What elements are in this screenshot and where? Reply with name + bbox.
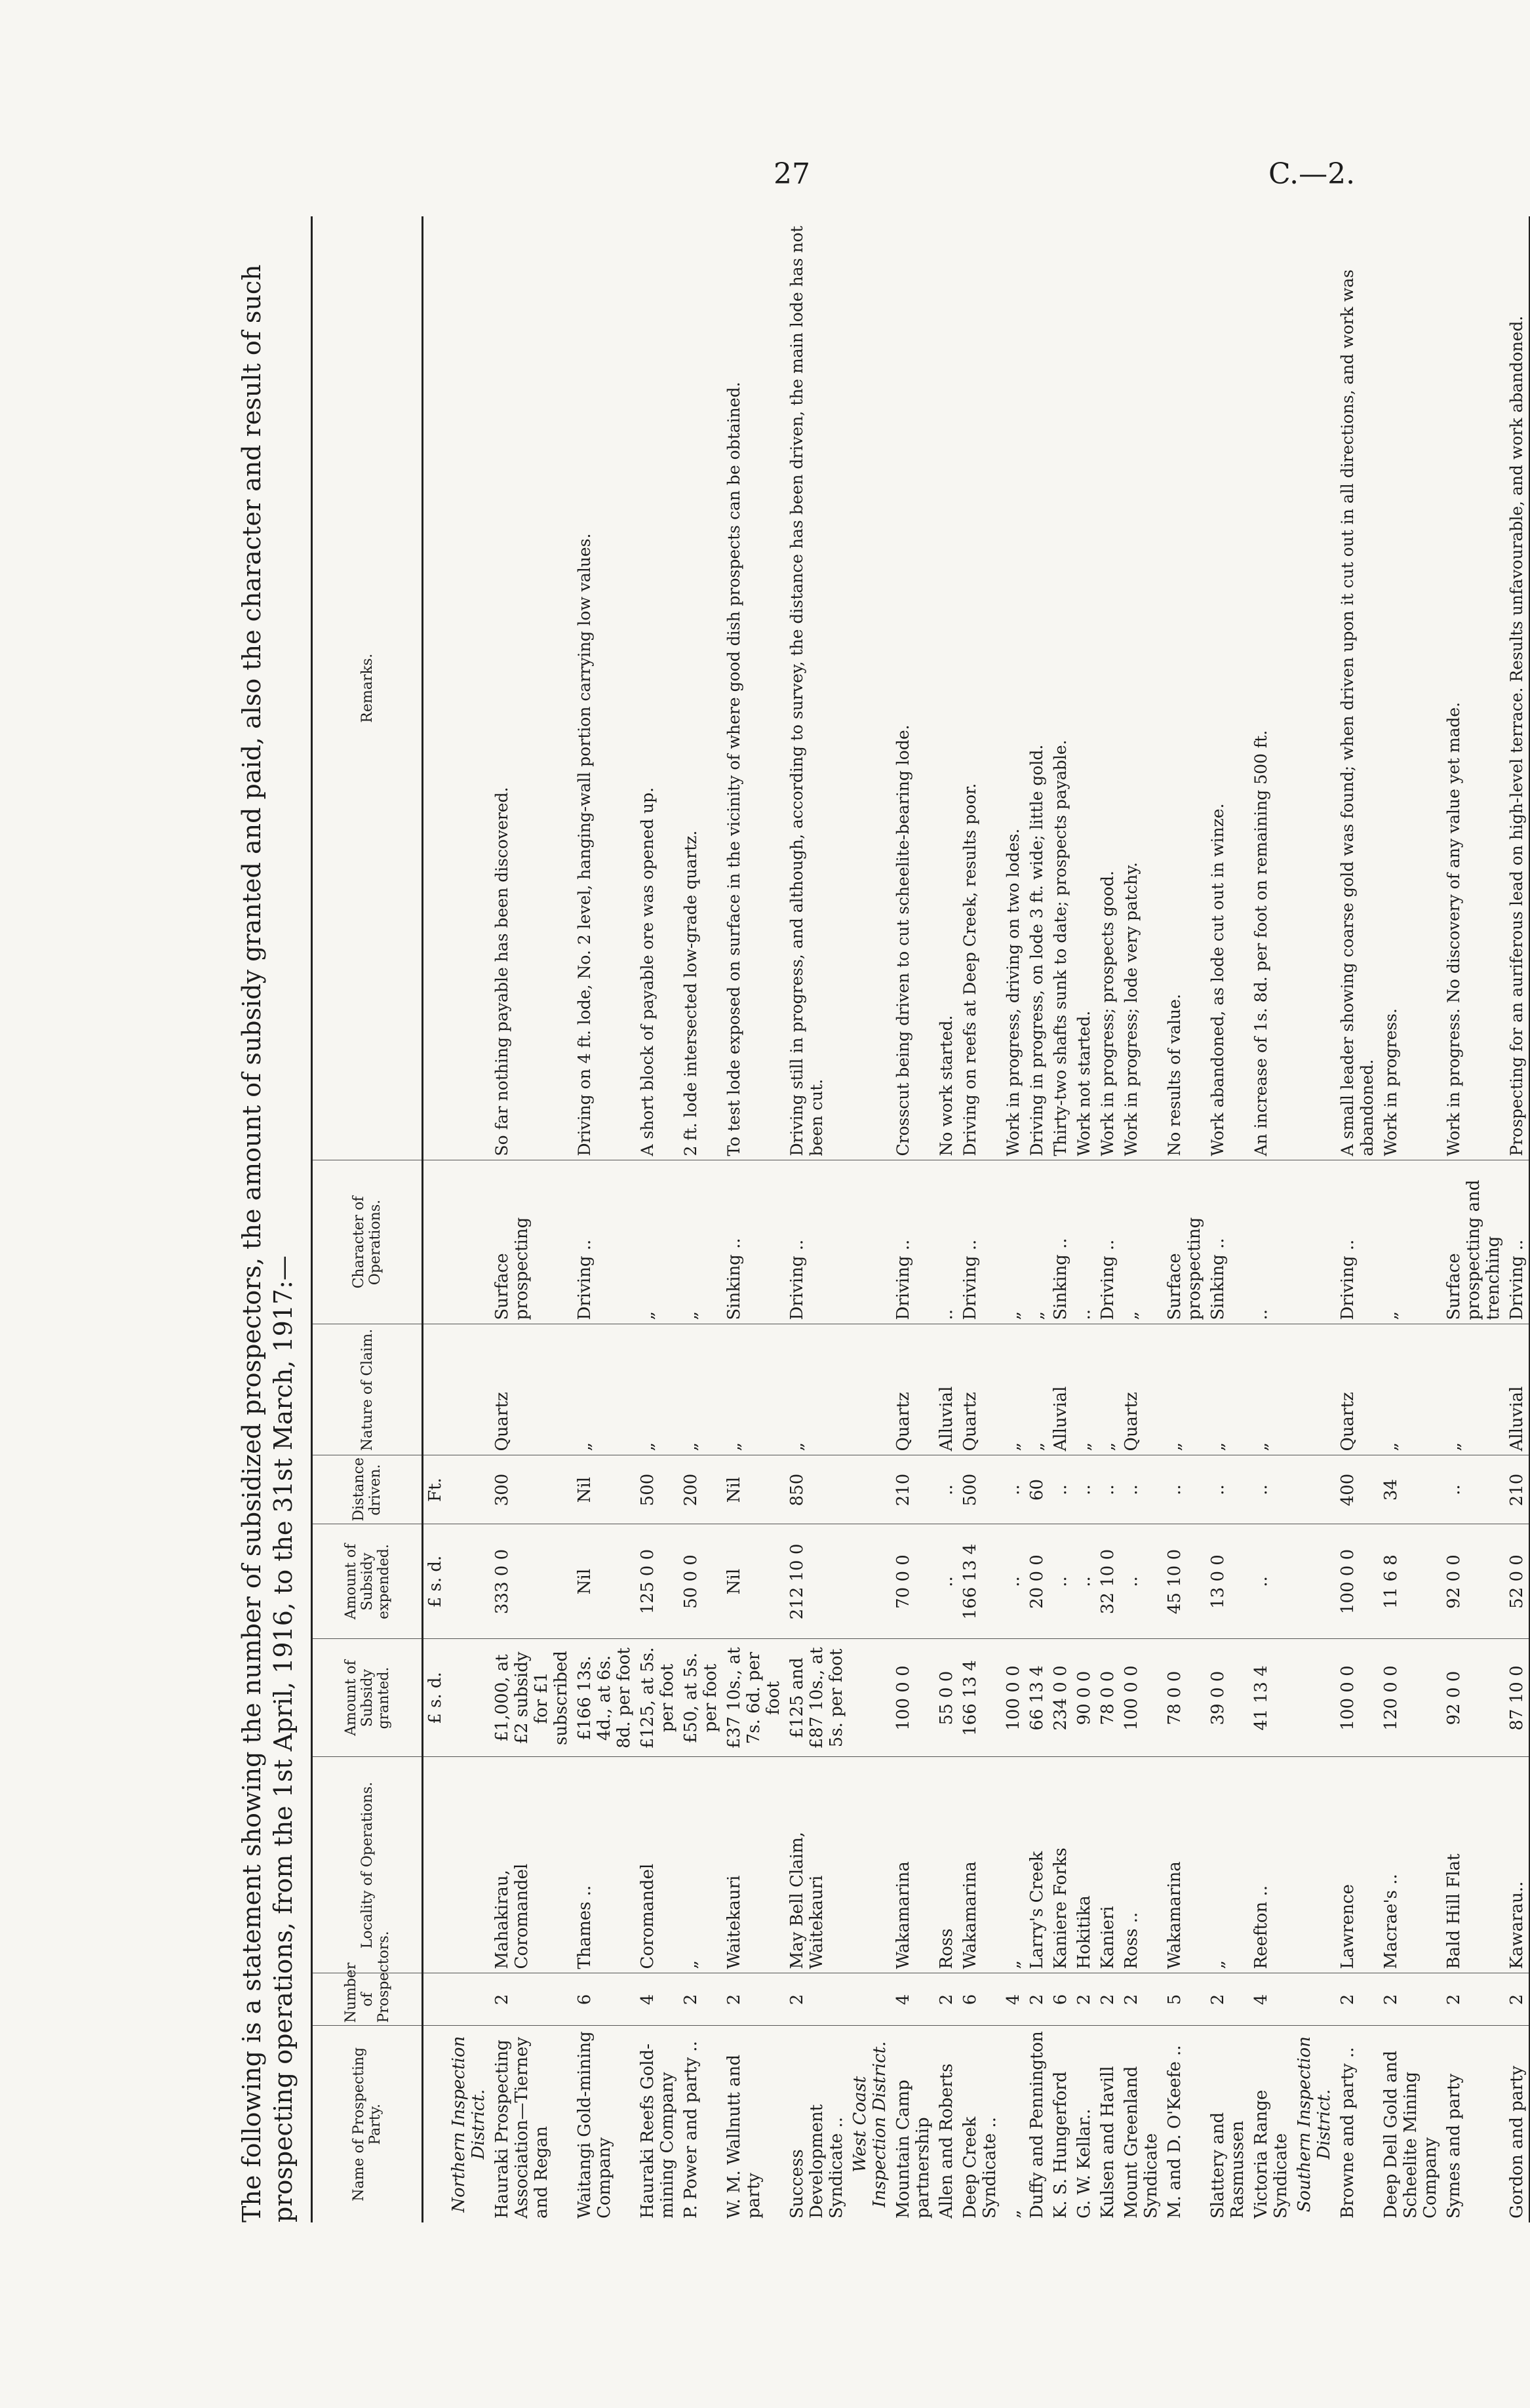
cell-locality: May Bell Claim, Waitekauri <box>785 1757 848 1973</box>
cell-expended: 166 13 4 <box>958 1524 1002 1639</box>
cell-num: 2 <box>1336 1973 1379 2026</box>
cell-locality: „ <box>1002 1757 1025 1973</box>
cell-claim: Alluvial <box>935 1324 958 1455</box>
cell-party: Hauraki Prospecting Association—Tierney and Regan <box>492 2037 551 2219</box>
cell-expended: 13 0 0 <box>1206 1524 1249 1639</box>
table-row <box>1249 216 1293 2222</box>
district-heading: Southern Inspection District. <box>1295 2036 1334 2213</box>
cell-distance: .. <box>935 1455 958 1524</box>
cell-granted: 166 13 4 <box>958 1639 1002 1757</box>
table-row <box>573 216 636 2222</box>
cell-locality: Hokitika <box>1072 1757 1096 1973</box>
cell-granted: 90 0 0 <box>1072 1639 1096 1757</box>
cell-num: 4 <box>636 1973 679 2026</box>
district-heading: West Coast Inspection District. <box>850 2041 890 2207</box>
cell-expended: .. <box>1249 1524 1293 1639</box>
cell-claim: Quartz <box>1120 1324 1163 1455</box>
cell-num: 2 <box>679 1973 722 2026</box>
cell-remarks: An increase of 1s. 8d. per foot on remaining 500 ft. <box>1249 216 1293 1160</box>
table-row <box>1120 216 1163 2222</box>
cell-claim: „ <box>636 1324 679 1455</box>
cell-remarks: Driving still in progress, and although, according to survey, the distance has been driven, the main lode has not been cut. <box>785 216 848 1160</box>
table-row <box>1072 216 1096 2222</box>
cell-character: „ <box>1379 1160 1442 1324</box>
cell-character: Surface prospecting <box>490 1160 573 1324</box>
cell-num: 2 <box>1206 1973 1249 2026</box>
cell-locality: Ross .. <box>1120 1757 1163 1973</box>
cell-num: 6 <box>573 1973 636 2026</box>
cell-claim: „ <box>1206 1324 1249 1455</box>
cell-locality: Thames .. <box>573 1757 636 1973</box>
cell-num: 4 <box>892 1973 935 2026</box>
cell-granted: 100 0 0 <box>1336 1639 1379 1757</box>
cell-locality: Bald Hill Flat <box>1442 1757 1505 1973</box>
cell-locality: Lawrence <box>1336 1757 1379 1973</box>
cell-expended: 125 0 0 <box>636 1524 679 1639</box>
cell-expended: 333 0 0 <box>490 1524 573 1639</box>
cell-character: Driving .. <box>1336 1160 1379 1324</box>
cell-remarks: Work in progress, driving on two lodes. <box>1002 216 1025 1160</box>
table-row <box>1336 216 1379 2222</box>
header-row <box>312 216 423 2222</box>
cell-granted: 41 13 4 <box>1249 1639 1293 1757</box>
cell-granted: £166 13s. 4d., at 6s. 8d. per foot <box>573 1639 636 1757</box>
cell-granted: 100 0 0 <box>1120 1639 1163 1757</box>
cell-party: Hauraki Reefs Gold-mining Company <box>638 2043 677 2219</box>
cell-granted: 66 13 4 <box>1025 1639 1049 1757</box>
cell-character: Surface prospecting and trenching <box>1442 1160 1505 1324</box>
district-row <box>447 216 490 2222</box>
cell-distance: Nil <box>573 1455 636 1524</box>
cell-num: 2 <box>1505 1973 1529 2026</box>
table-row <box>958 216 1002 2222</box>
cell-party: Deep Creek Syndicate .. <box>960 2116 1000 2219</box>
table-body <box>423 216 1530 2222</box>
table-row <box>1379 216 1442 2222</box>
cell-locality: Ross <box>935 1757 958 1973</box>
cell-party: „ <box>1004 2209 1023 2219</box>
cell-distance: .. <box>1163 1455 1206 1524</box>
units-distance: Ft. <box>423 1455 448 1524</box>
cell-distance: .. <box>1120 1455 1163 1524</box>
cell-character: Driving .. <box>573 1160 636 1324</box>
cell-granted: 78 0 0 <box>1096 1639 1120 1757</box>
cell-party: Gordon and party <box>1505 2026 1529 2222</box>
cell-distance: 210 <box>1505 1455 1529 1524</box>
cell-expended: 92 0 0 <box>1442 1524 1505 1639</box>
cell-num: 2 <box>1379 1973 1442 2026</box>
cell-granted: 55 0 0 <box>935 1639 958 1757</box>
cell-remarks: Driving in progress, on lode 3 ft. wide; little gold. <box>1025 216 1049 1160</box>
cell-expended: 70 0 0 <box>892 1524 935 1639</box>
cell-party: Victoria Range Syndicate <box>1251 2089 1291 2219</box>
cell-claim: „ <box>1096 1324 1120 1455</box>
cell-distance: 60 <box>1025 1455 1049 1524</box>
cell-num: 2 <box>1120 1973 1163 2026</box>
cell-party: Browne and party .. <box>1338 2047 1358 2219</box>
cell-party: Success Development Syndicate .. <box>787 2104 846 2219</box>
cell-expended: 20 0 0 <box>1025 1524 1049 1639</box>
cell-granted: 78 0 0 <box>1163 1639 1206 1757</box>
table-row <box>1163 216 1206 2222</box>
cell-remarks: 2 ft. lode intersected low-grade quartz. <box>679 216 722 1160</box>
cell-party: W. M. Wallnutt and party <box>724 2055 764 2219</box>
cell-remarks: Work in progress. No discovery of any value yet made. <box>1442 216 1505 1160</box>
cell-remarks: Driving on 4 ft. lode, No. 2 level, hanging-wall portion carrying low values. <box>573 216 636 1160</box>
cell-num: 2 <box>935 1973 958 2026</box>
cell-remarks: Work in progress. <box>1379 216 1442 1160</box>
table-row <box>490 216 573 2222</box>
subsidy-table <box>311 216 1530 2222</box>
cell-granted: 100 0 0 <box>1002 1639 1025 1757</box>
cell-party: Waitangi Gold-mining Company <box>575 2031 614 2219</box>
cell-distance: 500 <box>958 1455 1002 1524</box>
cell-claim: „ <box>1249 1324 1293 1455</box>
cell-locality: Larry's Creek <box>1025 1757 1049 1973</box>
cell-expended: .. <box>1072 1524 1096 1639</box>
cell-expended: Nil <box>722 1524 785 1639</box>
cell-distance: .. <box>1002 1455 1025 1524</box>
header-claim: Nature of Claim. <box>312 1324 423 1455</box>
cell-distance: .. <box>1096 1455 1120 1524</box>
district-row <box>1293 216 1336 2222</box>
cell-expended: .. <box>1049 1524 1072 1639</box>
cell-remarks: Driving on reefs at Deep Creek, results poor. <box>958 216 1002 1160</box>
cell-granted: 92 0 0 <box>1442 1639 1505 1757</box>
district-row <box>848 216 892 2222</box>
cell-locality: Kaniere Forks <box>1049 1757 1072 1973</box>
units-granted: £ s. d. <box>423 1639 448 1757</box>
cell-num: 2 <box>1072 1973 1096 2026</box>
cell-claim: „ <box>1379 1324 1442 1455</box>
cell-remarks: To test lode exposed on surface in the vicinity of where good dish prospects can be obtained. <box>722 216 785 1160</box>
table-row <box>636 216 679 2222</box>
header-remarks: Remarks. <box>312 216 423 1160</box>
cell-granted: 100 0 0 <box>892 1639 935 1757</box>
cell-remarks: Crosscut being driven to cut scheelite-bearing lode. <box>892 216 935 1160</box>
cell-party: K. S. Hungerford <box>1051 2071 1070 2219</box>
cell-character: Driving .. <box>1505 1160 1529 1324</box>
cell-locality: Kawarau.. <box>1505 1757 1529 1973</box>
cell-character: Sinking .. <box>1206 1160 1249 1324</box>
cell-distance: 210 <box>892 1455 935 1524</box>
cell-distance: .. <box>1206 1455 1249 1524</box>
cell-claim: „ <box>722 1324 785 1455</box>
cell-granted: £50, at 5s. per foot <box>679 1639 722 1757</box>
cell-remarks: Work abandoned, as lode cut out in winze. <box>1206 216 1249 1160</box>
cell-remarks: Work in progress; prospects good. <box>1096 216 1120 1160</box>
cell-character: Surface prospecting <box>1163 1160 1206 1324</box>
cell-locality: „ <box>679 1757 722 1973</box>
table-row <box>1206 216 1249 2222</box>
table-row <box>1442 216 1505 2222</box>
cell-locality: Mahakirau, Coromandel <box>490 1757 573 1973</box>
cell-distance: 300 <box>490 1455 573 1524</box>
cell-expended: 32 10 0 <box>1096 1524 1120 1639</box>
cell-remarks: A short block of payable ore was opened up. <box>636 216 679 1160</box>
cell-expended: 45 10 0 <box>1163 1524 1206 1639</box>
cell-num: 2 <box>722 1973 785 2026</box>
cell-distance: 34 <box>1379 1455 1442 1524</box>
cell-claim: Quartz <box>490 1324 573 1455</box>
cell-granted: 39 0 0 <box>1206 1639 1249 1757</box>
cell-character: Driving .. <box>785 1160 848 1324</box>
cell-num: 4 <box>1002 1973 1025 2026</box>
units-expended: £ s. d. <box>423 1524 448 1639</box>
cell-character: „ <box>679 1160 722 1324</box>
cell-expended: 52 0 0 <box>1505 1524 1529 1639</box>
cell-granted: 87 10 0 <box>1505 1639 1529 1757</box>
cell-num: 6 <box>958 1973 1002 2026</box>
cell-locality: Wakamarina <box>1163 1757 1206 1973</box>
page-number: 27 <box>774 157 810 191</box>
cell-distance: 850 <box>785 1455 848 1524</box>
cell-num: 2 <box>490 1973 573 2026</box>
cell-expended: Nil <box>573 1524 636 1639</box>
cell-character: .. <box>1249 1160 1293 1324</box>
table-row <box>1049 216 1072 2222</box>
cell-num: 6 <box>1049 1973 1072 2026</box>
cell-remarks: A small leader showing coarse gold was found; when driven upon it cut out in all directions, and work was abandoned. <box>1336 216 1379 1160</box>
rotated-statement <box>236 216 1527 2222</box>
cell-num: 2 <box>1096 1973 1120 2026</box>
cell-claim: Alluvial <box>1049 1324 1072 1455</box>
cell-party: Symes and party <box>1444 2073 1464 2219</box>
cell-party: P. Power and party .. <box>681 2041 701 2219</box>
cell-locality: Kanieri <box>1096 1757 1120 1973</box>
cell-distance: .. <box>1442 1455 1505 1524</box>
cell-character: .. <box>935 1160 958 1324</box>
cell-locality: Reefton .. <box>1249 1757 1293 1973</box>
table-row <box>935 216 958 2222</box>
cell-remarks: So far nothing payable has been discovered. <box>490 216 573 1160</box>
cell-party: Mountain Camp partnership <box>893 2080 933 2219</box>
cell-claim: Quartz <box>1336 1324 1379 1455</box>
cell-character: Driving .. <box>892 1160 935 1324</box>
header-distance: Distance driven. <box>312 1455 423 1524</box>
cell-claim: „ <box>573 1324 636 1455</box>
header-locality: Locality of Operations. <box>312 1757 423 1973</box>
cell-character: Sinking .. <box>722 1160 785 1324</box>
intro-paragraph: The following is a statement showing the number of subsidized prospectors, the amount of subsidy granted and paid, also the character and result of such prospecting operations, from the 1st April, 1916, to the 31st March, 1917:— <box>237 264 298 2222</box>
table-row <box>1025 216 1049 2222</box>
cell-expended: 50 0 0 <box>679 1524 722 1639</box>
header-party: Name of Prospecting Party. <box>312 2026 423 2222</box>
cell-num: 2 <box>785 1973 848 2026</box>
cell-claim: „ <box>785 1324 848 1455</box>
header-subsidy-granted: Amount of Subsidy granted. <box>312 1639 423 1757</box>
cell-expended: .. <box>1120 1524 1163 1639</box>
cell-remarks: Work not started. <box>1072 216 1096 1160</box>
cell-party: Slattery and Rasmussen <box>1208 2112 1247 2219</box>
cell-expended: .. <box>1002 1524 1025 1639</box>
cell-expended: 212 10 0 <box>785 1524 848 1639</box>
table-row <box>722 216 785 2222</box>
document-code: C.—2. <box>1268 157 1356 191</box>
cell-granted: £125, at 5s. per foot <box>636 1639 679 1757</box>
cell-remarks: Thirty-two shafts sunk to date; prospects payable. <box>1049 216 1072 1160</box>
cell-claim: „ <box>1002 1324 1025 1455</box>
cell-distance: 500 <box>636 1455 679 1524</box>
table-row <box>785 216 848 2222</box>
cell-remarks: Work in progress; lode very patchy. <box>1120 216 1163 1160</box>
cell-party: M. and D. O'Keefe .. <box>1165 2045 1185 2219</box>
cell-locality: Waitekauri <box>722 1757 785 1973</box>
cell-remarks: Prospecting for an auriferous lead on high-level terrace. Results unfavourable, and work abandoned. <box>1505 216 1529 1160</box>
cell-party: Allen and Roberts <box>937 2063 956 2219</box>
cell-party: G. W. Kellar.. <box>1074 2108 1094 2219</box>
cell-granted: £1,000, at £2 subsidy for £1 subscribed <box>490 1639 573 1757</box>
cell-granted: 234 0 0 <box>1049 1639 1072 1757</box>
cell-character: Driving .. <box>1096 1160 1120 1324</box>
header-character: Character of Operations. <box>312 1160 423 1324</box>
table-row <box>892 216 935 2222</box>
cell-distance: Nil <box>722 1455 785 1524</box>
cell-claim: Alluvial <box>1505 1324 1529 1455</box>
cell-party: Duffy and Pennington <box>1027 2031 1047 2219</box>
cell-locality: Macrae's .. <box>1379 1757 1442 1973</box>
table-row <box>679 216 722 2222</box>
cell-party: Kulsen and Havill <box>1098 2066 1118 2219</box>
cell-granted: £125 and £87 10s., at 5s. per foot <box>785 1639 848 1757</box>
cell-claim: „ <box>679 1324 722 1455</box>
cell-claim: „ <box>1163 1324 1206 1455</box>
cell-locality: „ <box>1206 1757 1249 1973</box>
district-heading: Northern Inspection District. <box>449 2036 488 2213</box>
cell-character: „ <box>1120 1160 1163 1324</box>
cell-party: Deep Dell Gold and Scheelite Mining Company <box>1381 2050 1440 2219</box>
cell-claim: „ <box>1072 1324 1096 1455</box>
cell-num: 2 <box>1025 1973 1049 2026</box>
cell-granted: 120 0 0 <box>1379 1639 1442 1757</box>
cell-character: Sinking .. <box>1049 1160 1072 1324</box>
cell-distance: 200 <box>679 1455 722 1524</box>
cell-character: „ <box>636 1160 679 1324</box>
cell-locality: Wakamarina <box>892 1757 935 1973</box>
cell-expended: 100 0 0 <box>1336 1524 1379 1639</box>
cell-remarks: No results of value. <box>1163 216 1206 1160</box>
cell-num: 2 <box>1442 1973 1505 2026</box>
cell-distance: 400 <box>1336 1455 1379 1524</box>
cell-claim: „ <box>1442 1324 1505 1455</box>
cell-locality: Wakamarina <box>958 1757 1002 1973</box>
cell-distance: .. <box>1049 1455 1072 1524</box>
header-num: Number of Prospectors. <box>312 1973 423 2026</box>
cell-character: .. <box>1072 1160 1096 1324</box>
table-row <box>1505 216 1529 2222</box>
cell-distance: .. <box>1072 1455 1096 1524</box>
cell-distance: .. <box>1249 1455 1293 1524</box>
table-row <box>1096 216 1120 2222</box>
cell-num: 5 <box>1163 1973 1206 2026</box>
cell-claim: „ <box>1025 1324 1049 1455</box>
cell-granted: £37 10s., at 7s. 6d. per foot <box>722 1639 785 1757</box>
cell-locality: Coromandel <box>636 1757 679 1973</box>
header-subsidy-expended: Amount of Subsidy expended. <box>312 1524 423 1639</box>
units-row <box>423 216 448 2222</box>
cell-claim: Quartz <box>958 1324 1002 1455</box>
cell-character: „ <box>1002 1160 1025 1324</box>
cell-remarks: No work started. <box>935 216 958 1160</box>
table-row <box>1002 216 1025 2222</box>
cell-expended: .. <box>935 1524 958 1639</box>
cell-character: „ <box>1025 1160 1049 1324</box>
cell-expended: 11 6 8 <box>1379 1524 1442 1639</box>
cell-party: Mount Greenland Syndicate <box>1122 2066 1161 2219</box>
cell-num: 4 <box>1249 1973 1293 2026</box>
cell-character: Driving .. <box>958 1160 1002 1324</box>
cell-claim: Quartz <box>892 1324 935 1455</box>
